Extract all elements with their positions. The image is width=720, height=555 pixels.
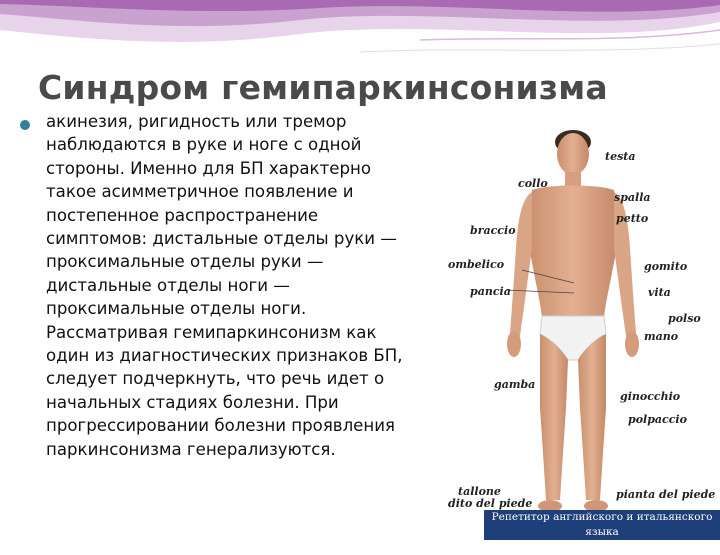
label-gomito: gomito bbox=[644, 260, 688, 273]
label-spalla: spalla bbox=[614, 191, 651, 204]
watermark-line-2: www.linterprete.ru bbox=[528, 539, 676, 555]
watermark-line-1: Репетитор английского и итальянского языка bbox=[491, 511, 713, 538]
label-dito-del-piede: dito del piede bbox=[448, 497, 533, 510]
label-mano: mano bbox=[644, 330, 679, 343]
watermark-banner bbox=[484, 510, 720, 555]
label-polso: polso bbox=[668, 312, 701, 325]
label-braccio: braccio bbox=[470, 224, 516, 237]
label-petto: petto bbox=[616, 212, 649, 225]
label-polpaccio: polpaccio bbox=[628, 413, 687, 426]
label-pianta-del-piede: pianta del piede bbox=[616, 488, 716, 501]
label-tallone: tallone bbox=[458, 485, 501, 498]
bullet-point bbox=[20, 120, 30, 130]
anatomy-figure bbox=[428, 128, 720, 540]
label-testa: testa bbox=[605, 150, 636, 163]
label-vita: vita bbox=[648, 286, 671, 299]
label-ombelico: ombelico bbox=[448, 258, 505, 271]
label-pancia: pancia bbox=[470, 285, 511, 298]
slide-title: Синдром гемипаркинсонизма bbox=[38, 68, 608, 107]
label-gamba: gamba bbox=[494, 378, 536, 391]
label-collo: collo bbox=[518, 177, 548, 190]
body-text: акинезия, ригидность или тремор наблюдаются в руке и ноге с одной стороны. Именно для БП характерно такое асимметричное появление и постепенное распространение симптомов: дистальные отделы руки — проксимальные отделы руки — дистальные отделы ноги — проксимальные отделы ноги. Рассматривая гемипаркинсонизм как один из диагностических признаков БП, следует подчеркнуть, что речь идет о начальных стадиях болезни. При прогрессировании болезни проявления паркинсонизма генерализуются. bbox=[46, 112, 403, 459]
label-ginocchio: ginocchio bbox=[620, 390, 681, 403]
